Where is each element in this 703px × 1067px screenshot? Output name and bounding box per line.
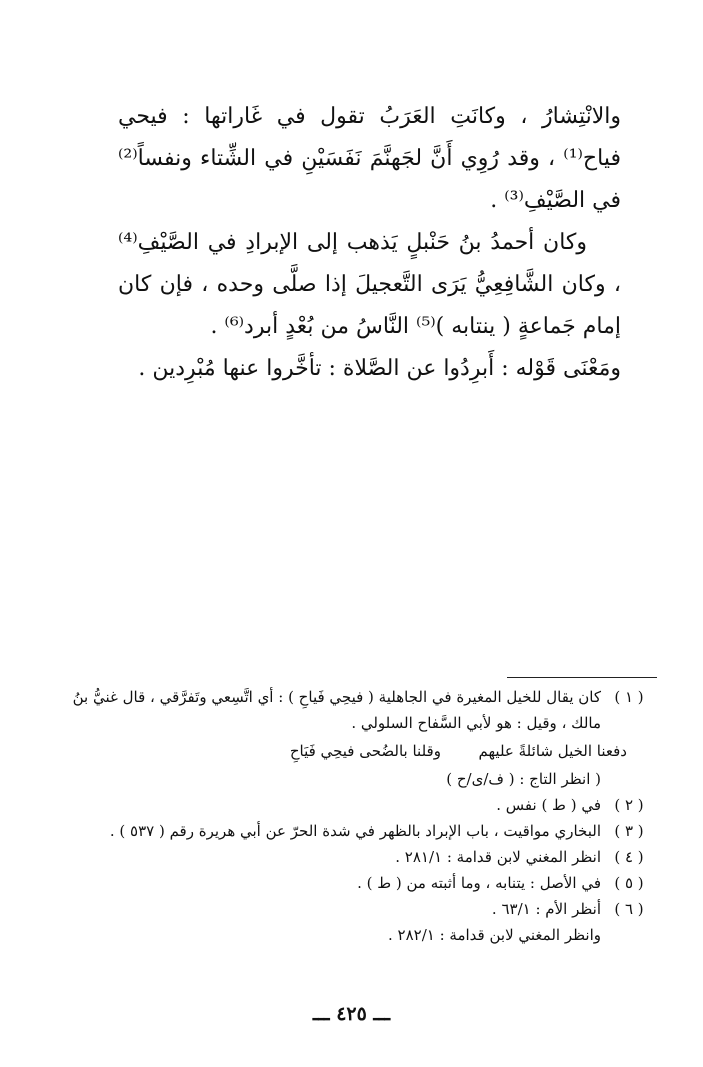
footnote-text: في الأصل : يتنابه ، وما أثبته من ( ط ) . [357,874,601,892]
verse-first-hemistich: دفعنا الخيل شائلةً عليهم [478,742,627,760]
paragraph-1: والانْتِشارُ ، وكانَتِ العَرَبُ تقول في غَاراتها : فيحي فياح⁽¹⁾ ، وقد رُوِي أَنَّ لجَهنَّمَ نَفَسَيْنِ في الشِّتاء ونفساً⁽²⁾ في الصَّيْفِ⁽³⁾ . [118,104,621,213]
footnote-separator [507,677,657,678]
paragraph-2: وكان أحمدُ بنُ حَنْبلٍ يَذهب إلى الإبرادِ في الصَّيْفِ⁽⁴⁾ ، وكان الشَّافِعِيُّ يَرَى التَّعجيلَ إذا صلَّى وحده ، فإن كان إمام جَماعةٍ ( ينتابه )⁽⁵⁾ النَّاسُ من بُعْدٍ أبرد⁽⁶⁾ . [118,230,621,339]
footnotes-section [40,684,657,948]
footnote-1 [40,684,657,736]
footnote-text: مالك ، وقيل : هو لأبي السَّفاح السلولي . [351,714,601,732]
page-number: ـــ ٤٢٥ ـــ [312,1003,391,1025]
footnote-reference: ( انظر التاج : ( ف/ى/ح ) [446,770,601,788]
footnote-text: كان يقال للخيل المغيرة في الجاهلية ( فيحِي فَياحِ ) : أي اتَّسِعي وتَفرَّقي ، قال غنيُّ بنُ [72,688,601,706]
footnote-number: ( ١ ) [614,688,644,706]
footnote-3 [40,818,657,844]
footnote-number: ( ٦ ) [614,900,644,918]
footnote-text: البخاري مواقيت ، باب الإبراد بالظهر في شدة الحرّ عن أبي هريرة رقم ( ٥٣٧ ) . [109,822,601,840]
footnote-number: ( ٣ ) [614,822,644,840]
footnote-2 [40,792,657,818]
footnote-reference: وانظر المغني لابن قدامة : ٢٨٢/١ . [388,926,601,944]
poem-verse [40,738,627,764]
footnote-number: ( ٥ ) [614,874,644,892]
footnote-4 [40,844,657,870]
footnote-number: ( ٤ ) [614,848,644,866]
footnote-6 [40,896,657,922]
footnote-text: انظر المغني لابن قدامة : ٢٨١/١ . [395,848,601,866]
footnote-number: ( ٢ ) [614,796,644,814]
footnote-5 [40,870,657,896]
main-text-body [118,96,621,390]
footnote-text: في ( ط ) نفس . [496,796,601,814]
footnote-text: أنظر الأم : ٦٣/١ . [491,900,601,918]
paragraph-3: ومَعْنَى قَوْله : أَبرِدُوا عن الصَّلاة : تأخَّروا عنها مُبْرِدين . [138,356,621,381]
verse-second-hemistich: وقلنا بالضُحى فيحِي فَيَاحِ [289,742,441,760]
